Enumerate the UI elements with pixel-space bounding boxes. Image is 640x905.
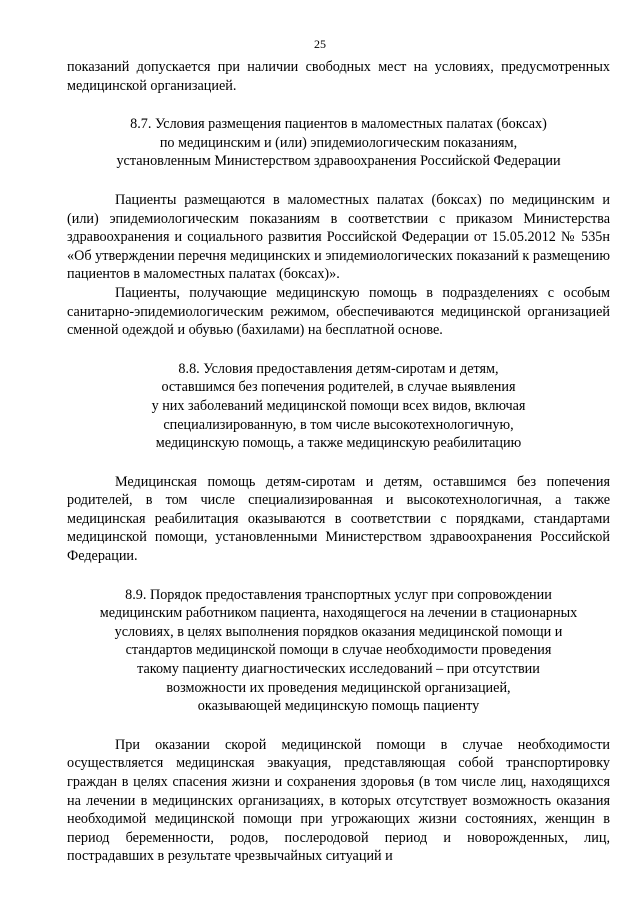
heading-line: оставшимся без попечения родителей, в случае выявления	[161, 379, 516, 396]
section-8-7-paragraph-1: Пациенты размещаются в маломестных палатах (боксах) по медицинским и (или) эпидемиологическим показаниям в соответствии с приказом Министерства здравоохранения и социального развития Российской Федерации от 15.05.2012 № 535н «Об утверждении перечня медицинских и эпидемиологических показаний к размещению пациентов в маломестных палатах (боксах)».	[67, 191, 610, 283]
section-8-9-paragraph-1: При оказании скорой медицинской помощи в случае необходимости осуществляется медицинская эвакуация, представляющая собой транспортировку граждан в целях спасения жизни и сохранения здоровья (в том числе лиц, находящихся на лечении в медицинских организациях, в которых отсутствует возможность оказания необходимой медицинской помощи при угрожающих жизни состояниях, женщин в период беременности, родов, послеродовой период и новорожденных, лиц, пострадавших в результате чрезвычайных ситуаций и	[67, 736, 610, 865]
section-8-9-heading	[67, 586, 610, 716]
page-number: 25	[314, 37, 326, 51]
continued-paragraph: показаний допускается при наличии свободных мест на условиях, предусмотренных медицинской организацией.	[67, 59, 610, 94]
heading-line: 8.7. Условия размещения пациентов в маломестных палатах (боксах)	[130, 116, 547, 133]
section-8-8-paragraph-1: Медицинская помощь детям-сиротам и детям, оставшимся без попечения родителей, в том числе специализированная и высокотехнологичная, а также медицинская реабилитация оказываются в соответствии с порядками, стандартами медицинской помощи, установленными Министерством здравоохранения Российской Федерации.	[67, 473, 610, 565]
heading-line: оказывающей медицинскую помощь пациенту	[197, 698, 480, 715]
heading-line: специализированную, в том числе высокотехнологичную,	[163, 416, 514, 433]
document-body	[67, 58, 610, 866]
heading-line: установленным Министерством здравоохранения Российской Федерации	[116, 153, 561, 170]
heading-line: 8.9. Порядок предоставления транспортных услуг при сопровождении	[125, 586, 552, 603]
heading-line: такому пациенту диагностических исследований – при отсутствии	[137, 661, 540, 678]
heading-line: по медицинским и (или) эпидемиологическим показаниям,	[159, 134, 518, 151]
heading-line: медицинским работником пациента, находящегося на лечении в стационарных	[99, 605, 578, 622]
heading-line: медицинскую помощь, а также медицинскую реабилитацию	[155, 435, 522, 452]
heading-line: возможности их проведения медицинской организацией,	[166, 679, 511, 696]
heading-line: условиях, в целях выполнения порядков оказания медицинской помощи и	[114, 623, 563, 640]
heading-line: стандартов медицинской помощи в случае необходимости проведения	[125, 642, 552, 659]
section-8-7-paragraph-2: Пациенты, получающие медицинскую помощь в подразделениях с особым санитарно-эпидемиологическим режимом, обеспечиваются медицинской организацией сменной одеждой и обувью (бахилами) на бесплатной основе.	[67, 284, 610, 339]
section-8-8-heading	[67, 360, 610, 453]
heading-line: 8.8. Условия предоставления детям-сиротам и детям,	[178, 360, 499, 377]
heading-line: у них заболеваний медицинской помощи всех видов, включая	[151, 397, 526, 414]
section-8-7-heading	[67, 115, 610, 171]
